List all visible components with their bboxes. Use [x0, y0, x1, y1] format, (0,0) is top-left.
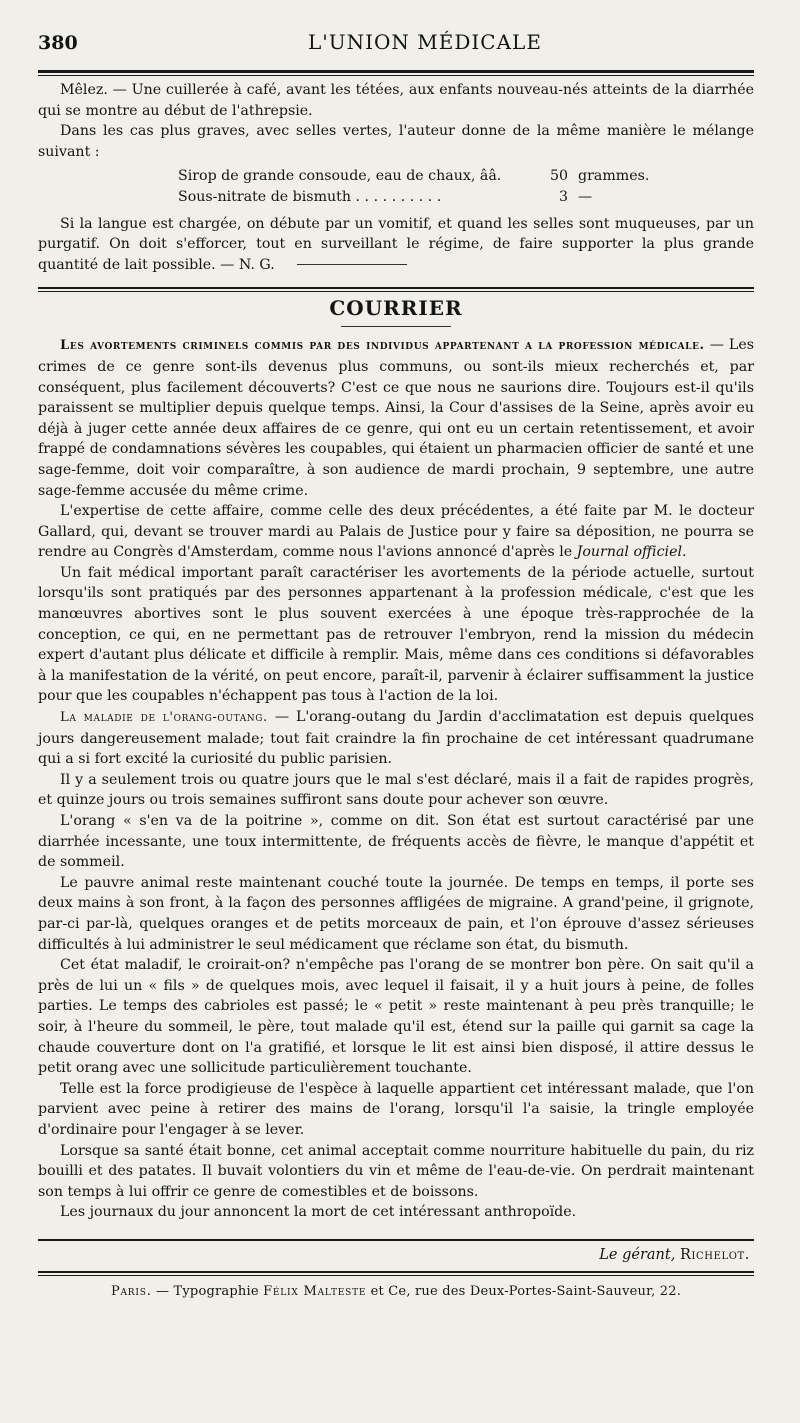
- paragraph-text: — Les crimes de ce genre sont-ils devenus plus communs, ou sont-ils mieux recherchés et, par conséquent, plus facilement découverts? C'est ce que nous ne saurions dire. Toujours est-il qu'ils paraissent se multiplier depuis quelque temps. Ainsi, la Cour d'assises de la Seine, après avoir eu déjà à juger cette année deux affaires de ce genre, qui ont eu un certain retentissement, et avoir frappé de condamnations sévères les coupables, qui étaient un pharmacien officier de santé et une sage-femme, doit voir comparaître, à son audience de mardi prochain, 9 septembre, une autre sage-femme accusée du même crime.: [38, 337, 755, 499]
- paragraph: [38, 501, 754, 563]
- imprint-address: et Ce, rue des Deux-Portes-Saint-Sauveur, 22.: [370, 1283, 682, 1299]
- previous-article-end: [38, 80, 754, 275]
- paragraph: Il y a seulement trois ou quatre jours que le mal s'est déclaré, mais il a fait de rapides progrès, et quinze jours ou trois semaines suffiront sans doute pour achever son œuvre.: [38, 771, 754, 809]
- paragraph: Lorsque sa santé était bonne, cet animal acceptait comme nourriture habituelle du pain, du riz bouilli et des patates. Il buvait volontiers du vin et même de l'eau-de-vie. On perdrait maintenant son temps à lui offrir ce genre de comestibles et de boissons.: [38, 1142, 754, 1200]
- paragraph: Les journaux du jour annoncent la mort de cet intéressant anthropoïde.: [60, 1204, 577, 1221]
- prescription-formula: [178, 166, 754, 207]
- paragraph: Cet état maladif, le croirait-on? n'empêche pas l'orang de se montrer bon père. On sait qu'il a près de lui un « fils » de quelques mois, avec lequel il faisait, il y a huit jours à peine, de folles parties. Le temps des cabrioles est passé; le « petit » reste maintenant à peu près tranquille; le soir, à l'heure du sommeil, le père, tout malade qu'il est, étend sur la paille qui garnit sa cage la chaude couverture dont on l'a gratifié, et lorsque le lit est ainsi bien disposé, il attire dessus le petit orang avec une sollicitude particulièrement touchante.: [38, 957, 754, 1077]
- formula-quantity: 50: [549, 168, 568, 185]
- paragraph-text: — L'orang-outang du Jardin d'acclimatation est depuis quelques jours dangereusement malade; tout fait craindre la fin prochaine de cet intéressant quadrumane qui a si fort excité la curiosité du public parisien.: [38, 709, 754, 768]
- formula-unit: —: [578, 188, 593, 205]
- paragraph: [38, 335, 754, 501]
- formula-ingredient: Sirop de grande consoude, eau de chaux, ââ.: [178, 168, 502, 185]
- imprint-printer: Félix Malteste: [263, 1283, 367, 1299]
- formula-unit: grammes.: [578, 168, 650, 185]
- article-rubric: Les avortements criminels commis par des individus appartenant a la profession médicale.: [60, 338, 705, 354]
- journal-title: L'UNION MÉDICALE: [308, 30, 542, 54]
- paragraph: Un fait médical important paraît caractériser les avortements de la période actuelle, surtout lorsqu'ils sont pratiqués par des personnes appartenant à la profession médicale, c'est que les manœuvres abortives sont le plus souvent exercées à une époque très-rapprochée de la conception, ce qui, en ne permettant pas de retrouver l'embryon, rend la mission du médecin expert d'autant plus délicate et difficile à remplir. Mais, même dans ces conditions si défavorables à la manifestation de la vérité, on peut encore, paraît-il, parvenir à éclairer suffisamment la justice pour que les coupables n'échappent pas tous à l'action de la loi.: [38, 564, 754, 705]
- closing-rule: [297, 264, 407, 265]
- gerant-signature: [38, 1247, 754, 1263]
- running-head: [38, 30, 754, 64]
- imprint-city: Paris.: [110, 1283, 152, 1299]
- section-title: COURRIER: [329, 296, 463, 321]
- gerant-name: Richelot.: [679, 1246, 750, 1263]
- paragraph: [38, 707, 754, 770]
- section-rule: [38, 287, 754, 292]
- paragraph: L'orang « s'en va de la poitrine », comme on dit. Son état est surtout caractérisé par une diarrhée incessante, une toux intermittente, de fréquents accès de fièvre, le manque d'appétit et de sommeil.: [38, 813, 754, 871]
- paragraph: Le pauvre animal reste maintenant couché toute la journée. De temps en temps, il porte ses deux mains à son front, à la façon des personnes affligées de migraine. A grand'peine, il grignote, par-ci par-là, quelques oranges et de petits morceaux de pain, et l'on éprouve d'assez sérieuses difficultés à lui administrer le seul médicament que réclame son état, du bismuth.: [38, 874, 754, 953]
- paragraph-text: Si la langue est chargée, on débute par un vomitif, et quand les selles sont muqueuses, par un purgatif. On doit s'efforcer, tout en surveillant le régime, de faire supporter la plus grande quantité de lait possible. — N. G.: [38, 215, 754, 273]
- formula-ingredient: Sous-nitrate de bismuth . . . . . . . . . .: [178, 188, 442, 205]
- imprint-text: — Typographie: [155, 1283, 259, 1299]
- paragraph-text: L'expertise de cette affaire, comme celle des deux précédentes, a été faite par M. le docteur Gallard, qui, devant se trouver mardi au Palais de Justice pour y faire sa déposition, ne pourra se rendre au Congrès d'Amsterdam, comme nous l'avions annoncé d'après le: [38, 503, 754, 561]
- formula-line: [178, 166, 754, 187]
- page-number: 380: [38, 32, 78, 54]
- article-rubric: La maladie de l'orang-outang.: [60, 710, 268, 726]
- printer-imprint: [38, 1284, 754, 1299]
- header-rule: [38, 70, 754, 76]
- formula-quantity: 3: [558, 188, 568, 205]
- section-title-rule: [341, 326, 451, 327]
- journal-reference: Journal officiel.: [576, 544, 687, 561]
- paragraph: Dans les cas plus graves, avec selles vertes, l'auteur donne de la même manière le mélange suivant :: [38, 123, 754, 160]
- footer-rule: [38, 1239, 754, 1241]
- formula-line: [178, 187, 754, 208]
- paragraph: [38, 214, 754, 276]
- paragraph: Telle est la force prodigieuse de l'espèce à laquelle appartient cet intéressant malade, que l'on parvient avec peine à retirer des mains de l'orang, lorsqu'il l'a saisie, la tringle employée d'ordinaire pour l'engager à se lever.: [38, 1080, 754, 1138]
- paragraph: Mêlez. — Une cuillerée à café, avant les tétées, aux enfants nouveau-nés atteints de la diarrhée qui se montre au début de l'athrepsie.: [38, 82, 754, 119]
- imprint-rule: [38, 1271, 754, 1276]
- courrier-section: [38, 335, 754, 1223]
- gerant-role: Le gérant,: [599, 1246, 676, 1263]
